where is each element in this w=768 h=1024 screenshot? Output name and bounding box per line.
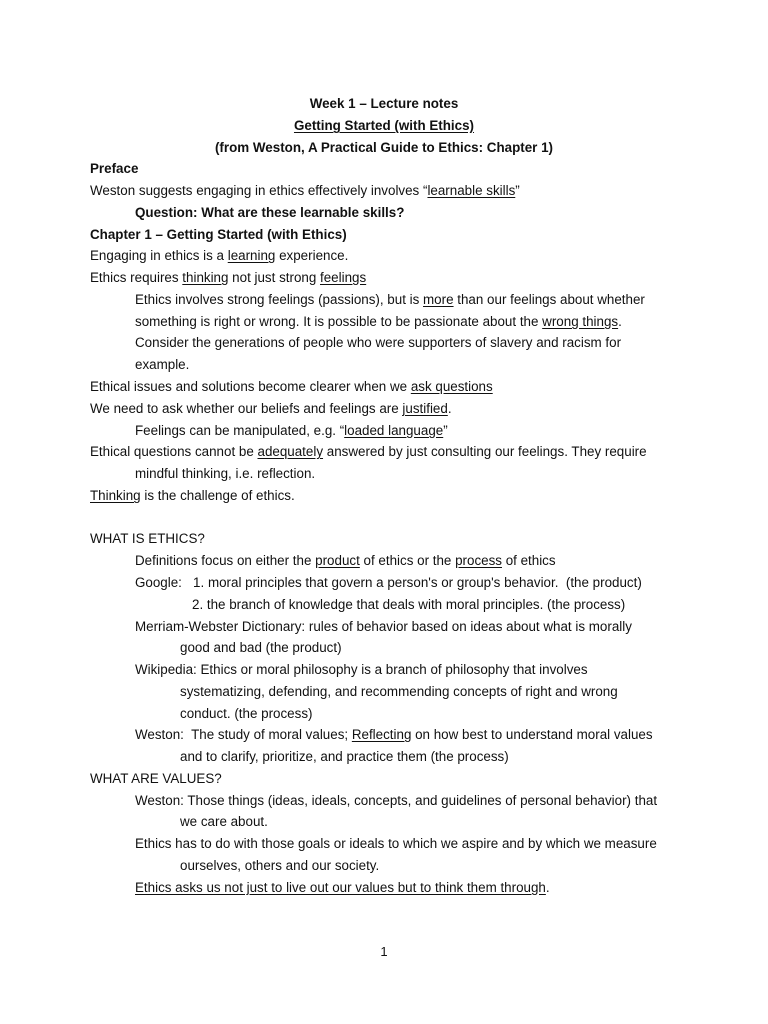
text-line: conduct. (the process) xyxy=(180,706,313,721)
text-line: Wikipedia: Ethics or moral philosophy is a branch of philosophy that involves xyxy=(135,662,588,677)
page-number: 1 xyxy=(380,944,388,959)
text-line: Ethics involves strong feelings (passions), but is more than our feelings about whether xyxy=(135,292,645,307)
text-line: Feelings can be manipulated, e.g. “loaded language” xyxy=(135,423,448,438)
text-line: we care about. xyxy=(180,814,268,829)
text-line: Ethical issues and solutions become clearer when we ask questions xyxy=(90,379,493,394)
text-line: Ethical questions cannot be adequately answered by just consulting our feelings. They require xyxy=(90,444,647,459)
doc-subtitle: Getting Started (with Ethics) xyxy=(293,118,475,133)
text-line: good and bad (the product) xyxy=(180,640,342,655)
text-line: We need to ask whether our beliefs and feelings are justified. xyxy=(90,401,452,416)
chapter-heading: Chapter 1 – Getting Started (with Ethics) xyxy=(90,227,347,242)
text-line: systematizing, defending, and recommending concepts of right and wrong xyxy=(180,684,618,699)
text-line: Weston: The study of moral values; Reflecting on how best to understand moral values xyxy=(135,727,653,742)
text-line: mindful thinking, i.e. reflection. xyxy=(135,466,316,481)
text-line: Ethics asks us not just to live out our values but to think them through. xyxy=(135,880,550,895)
preface-heading: Preface xyxy=(90,161,139,176)
text-line: Merriam-Webster Dictionary: rules of behavior based on ideas about what is morally xyxy=(135,619,632,634)
text-line: Engaging in ethics is a learning experience. xyxy=(90,248,349,263)
text-line: Weston: Those things (ideas, ideals, concepts, and guidelines of personal behavior) that xyxy=(135,793,658,808)
week-title: Week 1 – Lecture notes xyxy=(309,96,459,111)
text-line: Google: 1. moral principles that govern a person's or group's behavior. (the product) xyxy=(135,575,642,590)
text-line: Ethics requires thinking not just strong feelings xyxy=(90,270,367,285)
text-line: Ethics has to do with those goals or ideals to which we aspire and by which we measure xyxy=(135,836,657,851)
text-line: something is right or wrong. It is possible to be passionate about the wrong things. xyxy=(135,314,622,329)
ethics-heading: WHAT IS ETHICS? xyxy=(90,531,205,546)
text-line: ourselves, others and our society. xyxy=(180,858,380,873)
doc-source: (from Weston, A Practical Guide to Ethics: Chapter 1) xyxy=(214,140,554,155)
text-line: 2. the branch of knowledge that deals with moral principles. (the process) xyxy=(192,597,626,612)
text-line: example. xyxy=(135,357,190,372)
text-line: Definitions focus on either the product of ethics or the process of ethics xyxy=(135,553,556,568)
preface-line: Weston suggests engaging in ethics effectively involves “learnable skills” xyxy=(90,183,520,198)
values-heading: WHAT ARE VALUES? xyxy=(90,771,222,786)
text-line: and to clarify, prioritize, and practice them (the process) xyxy=(180,749,509,764)
preface-question: Question: What are these learnable skills? xyxy=(135,205,405,220)
text-line: Thinking is the challenge of ethics. xyxy=(90,488,295,503)
text-line: Consider the generations of people who were supporters of slavery and racism for xyxy=(135,335,622,350)
